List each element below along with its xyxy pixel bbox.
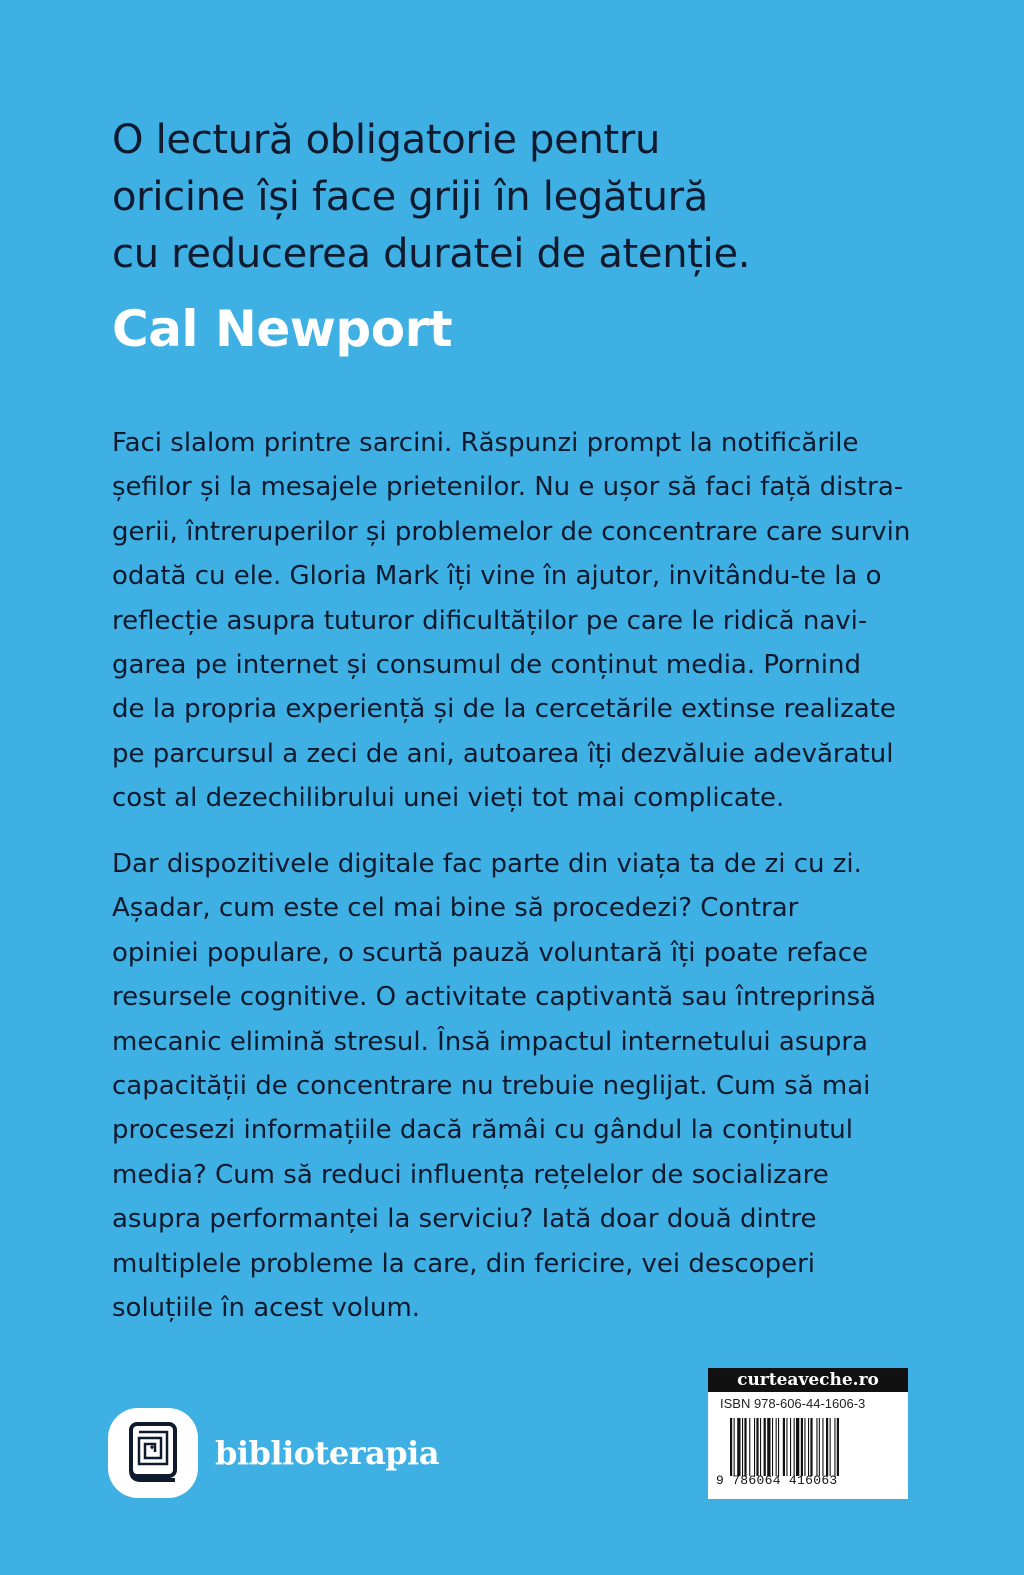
paragraph2-line: asupra performanței la serviciu? Iată doar două dintre (112, 1204, 817, 1235)
paragraph1-line: de la propria experiență și de la cercetările extinse realizate (112, 694, 896, 725)
cover-quote (112, 112, 932, 283)
paragraph1-line: odată cu ele. Gloria Mark îți vine în ajutor, invitându-te la o (112, 561, 882, 592)
paragraph2-line: soluțiile în acest volum. (112, 1293, 421, 1324)
paragraph2-line: mecanic elimină stresul. Însă impactul internetului asupra (112, 1026, 868, 1057)
publisher-website: curteaveche.ro (708, 1368, 908, 1392)
paragraph1-line: cost al dezechilibrului unei vieți tot mai complicate. (112, 783, 785, 814)
paragraph1-line: reflecție asupra tuturor dificultăților pe care le ridică navi- (112, 605, 868, 636)
isbn-number: ISBN 978-606-44-1606-3 (720, 1396, 866, 1411)
paragraph2-line: Așadar, cum este cel mai bine să procedezi? Contrar (112, 893, 799, 924)
publisher-logo (108, 1408, 439, 1498)
paragraph2-line: capacității de concentrare nu trebuie neglijat. Cum să mai (112, 1071, 871, 1102)
quote-line-3: cu reducerea duratei de atenție. (112, 231, 751, 277)
paragraph2-line: multiplele probleme la care, din fericire, vei descoperi (112, 1248, 816, 1279)
paragraph2-line: media? Cum să reduci influența rețelelor de socializare (112, 1159, 829, 1190)
quote-line-1: O lectură obligatorie pentru (112, 117, 661, 163)
paragraph2-line: resursele cognitive. O activitate captivantă sau întreprinsă (112, 982, 877, 1013)
description-paragraph-1 (112, 421, 912, 821)
maze-book-icon (108, 1408, 198, 1498)
paragraph1-line: garea pe internet și consumul de conținut media. Pornind (112, 650, 861, 681)
publisher-brand: biblioterapia (215, 1434, 440, 1472)
paragraph2-line: procesezi informațiile dacă rămâi cu gândul la conținutul (112, 1115, 853, 1146)
isbn-block (708, 1368, 908, 1499)
barcode (730, 1418, 876, 1476)
paragraph1-line: șefilor și la mesajele prietenilor. Nu e ușor să faci față distra- (112, 472, 904, 503)
paragraph1-line: gerii, întreruperilor și problemelor de concentrare care survin (112, 516, 911, 547)
barcode-digits: 9 786064 416063 (716, 1473, 838, 1488)
quote-author: Cal Newport (112, 300, 453, 358)
paragraph2-line: Dar dispozitivele digitale fac parte din viața ta de zi cu zi. (112, 849, 862, 879)
paragraph1-line: Faci slalom printre sarcini. Răspunzi prompt la notificările (112, 428, 859, 458)
quote-line-2: oricine își face griji în legătură (112, 174, 708, 220)
description-paragraph-2 (112, 842, 912, 1330)
paragraph2-line: opiniei populare, o scurtă pauză voluntară îți poate reface (112, 937, 869, 968)
paragraph1-line: pe parcursul a zeci de ani, autoarea îți dezvăluie adevăratul (112, 738, 894, 769)
